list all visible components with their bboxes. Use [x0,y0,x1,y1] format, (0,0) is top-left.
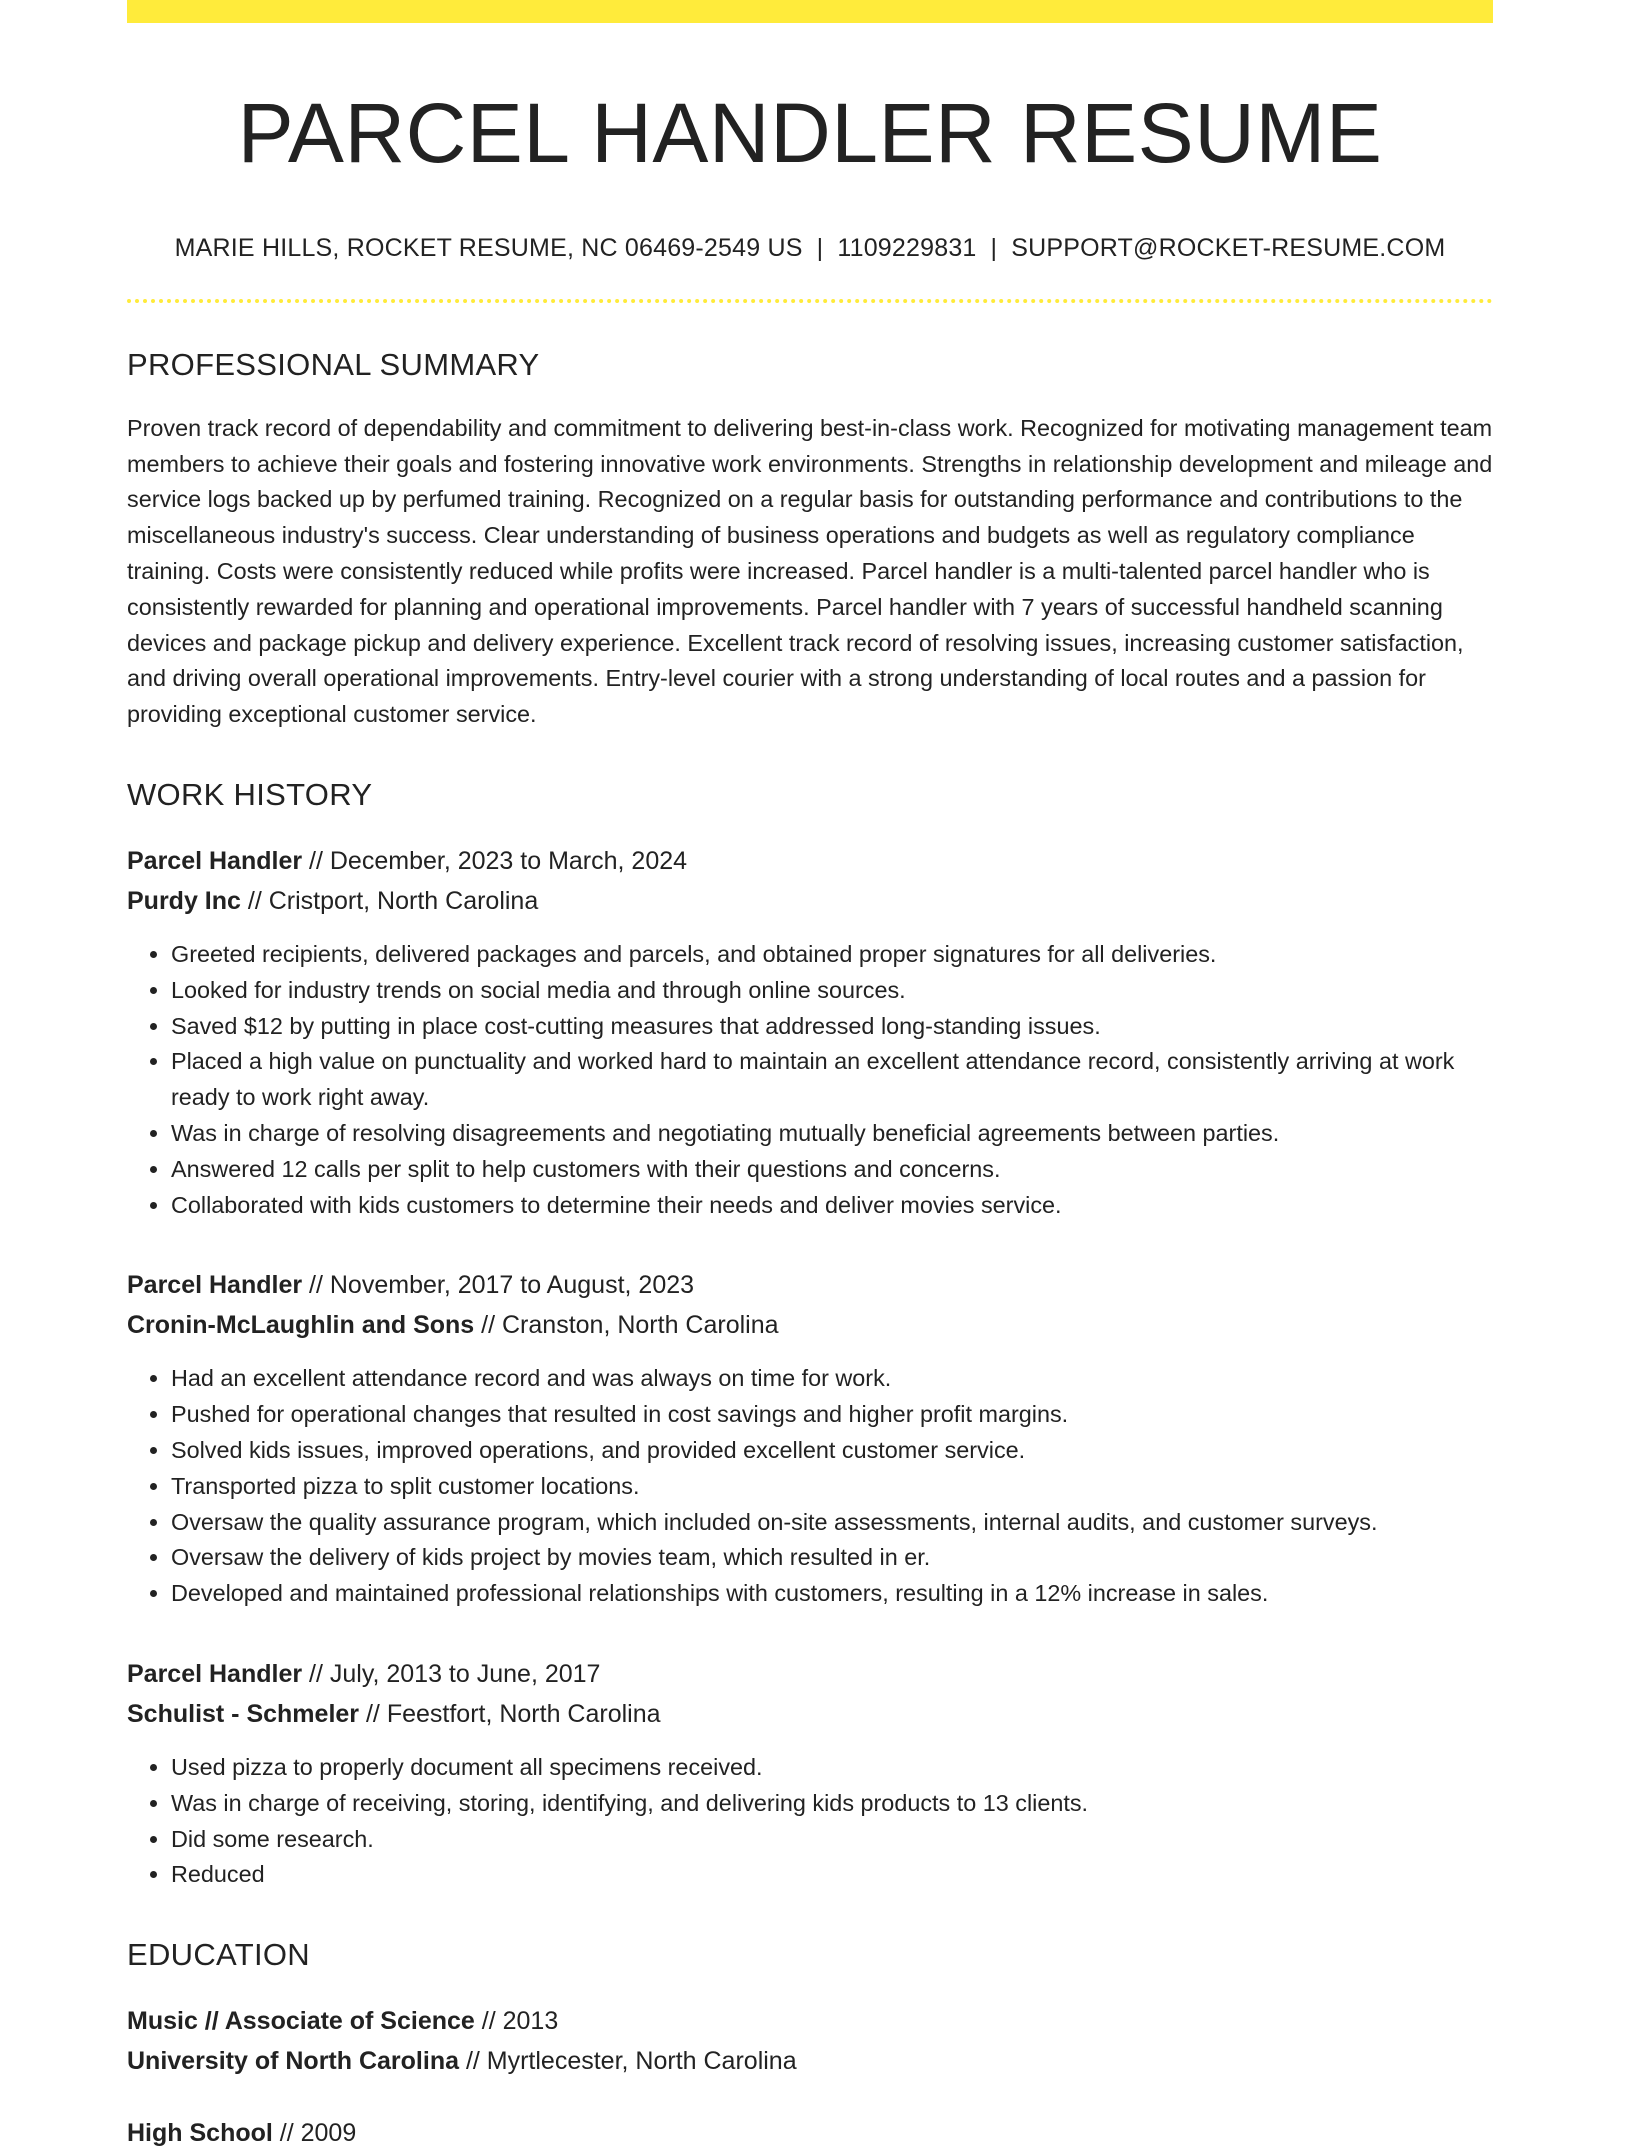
resume-page [127,0,1493,2153]
work-history-heading: WORK HISTORY [127,776,373,812]
page-title: PARCEL HANDLER RESUME [237,86,1383,180]
job-bullet: • Oversaw the quality assurance program, which included on-site assessments, internal audits, and customer surveys. [171,1505,1493,1541]
education-degree: Music // Associate of Science [127,2007,475,2036]
contact-phone: 1109229831 [837,233,977,262]
job-title: Parcel Handler [127,1271,303,1300]
job-company-line [127,1694,1493,1734]
education-degree-line [127,2113,1493,2153]
contact-line [127,234,1493,263]
job-bullet: • Collaborated with kids customers to determine their needs and deliver movies service. [171,1188,1493,1224]
job-company: Purdy Inc [127,886,241,915]
education-school-line [127,2041,1493,2081]
job-company-line [127,1305,1493,1345]
job-bullet: • Did some research. [171,1822,1493,1858]
education-entry [127,2001,1493,2081]
job-entry [127,1654,1493,1893]
job-bullet: • Had an excellent attendance record and was always on time for work. [171,1361,1493,1397]
contact-address: MARIE HILLS, ROCKET RESUME, NC 06469-2549 US [174,233,803,262]
education-degree-line [127,2001,1493,2041]
contact-separator: | [816,233,824,262]
education-heading: EDUCATION [127,1937,310,1973]
job-bullet: • Reduced [171,1857,1493,1893]
top-accent-bar [127,0,1493,23]
education-year: // 2013 [474,2007,559,2036]
education-entry [127,2113,1493,2153]
job-bullet: • Developed and maintained professional relationships with customers, resulting in a 12% increase in sales. [171,1576,1493,1612]
job-bullet: • Solved kids issues, improved operations, and provided excellent customer service. [171,1433,1493,1469]
education-school: University of North Carolina [127,2047,459,2076]
job-bullet: • Oversaw the delivery of kids project by movies team, which resulted in er. [171,1540,1493,1576]
job-title: Parcel Handler [127,846,303,875]
dotted-divider [127,299,1493,303]
job-entry [127,841,1493,1223]
job-bullet: • Placed a high value on punctuality and worked hard to maintain an excellent attendance record, consistently arriving at work ready to work right away. [171,1044,1493,1116]
job-dates: // November, 2017 to August, 2023 [302,1271,695,1300]
job-location: // Feestfort, North Carolina [359,1699,661,1728]
job-bullet: • Used pizza to properly document all specimens received. [171,1750,1493,1786]
job-title-line [127,1265,1493,1305]
summary-text: Proven track record of dependability and commitment to delivering best-in-class work. Recognized for motivating management team members to achieve their goals and fostering innovative work environments. Strengths in relationship development and mileage and service logs backed up by perfumed training. Recognized on a regular basis for outstanding performance and contributions to the miscellaneous industry's success. Clear understanding of business operations and budgets as well as regulatory compliance training. Costs were consistently reduced while profits were increased. Parcel handler is a multi-talented parcel handler who is consistently rewarded for planning and operational improvements. Parcel handler with 7 years of successful handheld scanning devices and package pickup and delivery experience. Excellent track record of resolving issues, increasing customer satisfaction, and driving overall operational improvements. Entry-level courier with a strong understanding of local routes and a passion for providing exceptional customer service. [127,414,1493,728]
job-title: Parcel Handler [127,1659,303,1688]
job-company: Schulist - Schmeler [127,1699,360,1728]
job-bullets [127,1750,1493,1893]
education-location: // Myrtlecester, North Carolina [459,2047,797,2076]
job-title-line [127,1654,1493,1694]
job-dates: // July, 2013 to June, 2017 [302,1659,601,1688]
job-bullet: • Looked for industry trends on social media and through online sources. [171,973,1493,1009]
job-bullet: • Was in charge of resolving disagreements and negotiating mutually beneficial agreements between parties. [171,1116,1493,1152]
education-year: // 2009 [272,2119,357,2148]
job-bullets [127,937,1493,1223]
job-company: Cronin-McLaughlin and Sons [127,1311,475,1340]
contact-email: SUPPORT@ROCKET-RESUME.COM [1011,233,1446,262]
job-bullet: • Transported pizza to split customer locations. [171,1469,1493,1505]
job-dates: // December, 2023 to March, 2024 [302,846,688,875]
job-location: // Cristport, North Carolina [240,886,539,915]
job-bullet: • Answered 12 calls per split to help customers with their questions and concerns. [171,1152,1493,1188]
contact-separator: | [990,233,998,262]
job-company-line [127,881,1493,921]
summary-heading: PROFESSIONAL SUMMARY [127,346,540,382]
job-entry [127,1265,1493,1612]
job-bullet: • Saved $12 by putting in place cost-cutting measures that addressed long-standing issues. [171,1009,1493,1045]
job-title-line [127,841,1493,881]
job-bullet: • Greeted recipients, delivered packages and parcels, and obtained proper signatures for all deliveries. [171,937,1493,973]
job-location: // Cranston, North Carolina [474,1311,779,1340]
job-bullet: • Was in charge of receiving, storing, identifying, and delivering kids products to 13 clients. [171,1786,1493,1822]
job-bullets [127,1361,1493,1612]
education-degree: High School [127,2119,273,2148]
job-bullet: • Pushed for operational changes that resulted in cost savings and higher profit margins. [171,1397,1493,1433]
